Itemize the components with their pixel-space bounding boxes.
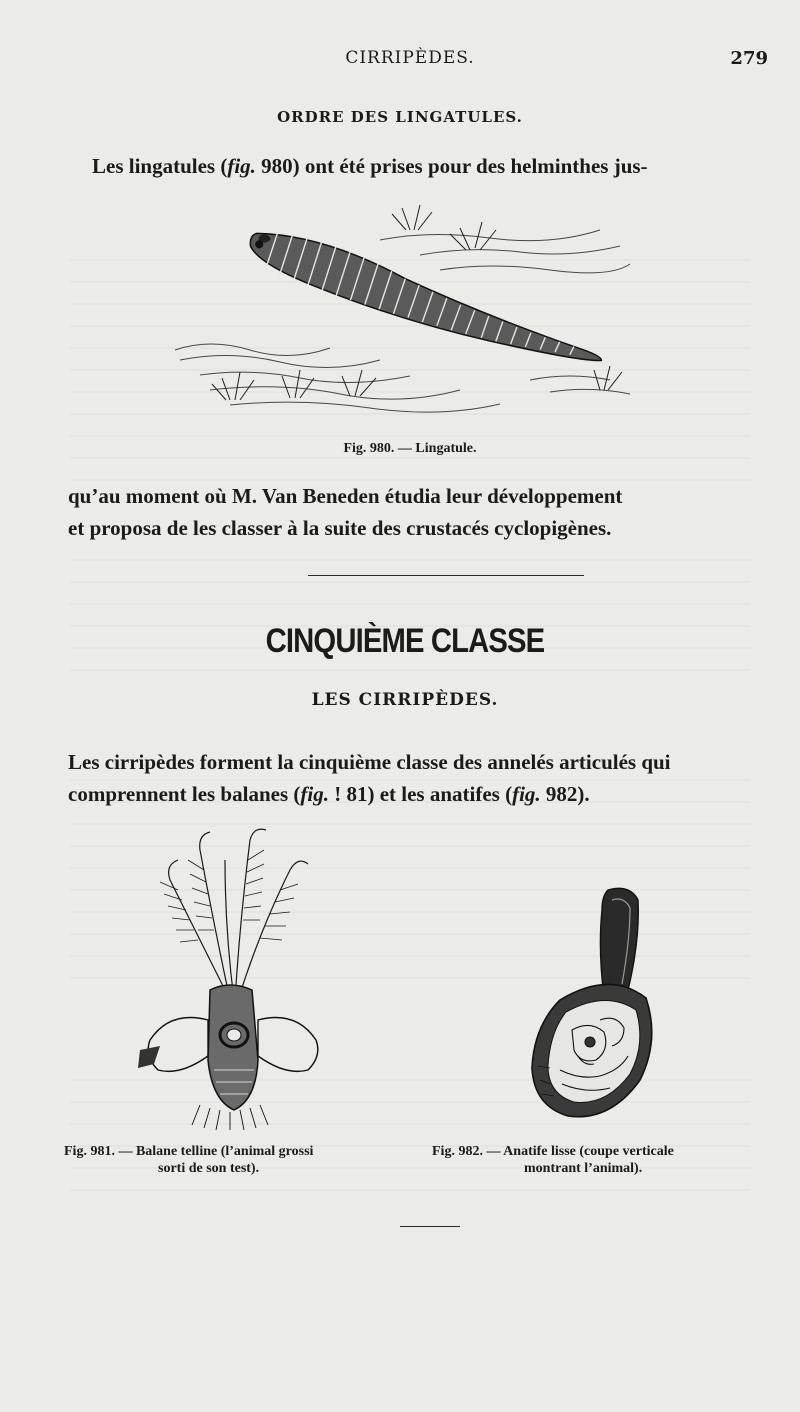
order-heading: ORDRE DES LINGATULES.	[277, 108, 523, 126]
paragraph-lingatules-continued	[68, 480, 748, 544]
paragraph-cirripedes-intro	[68, 746, 748, 810]
figure-980-lingatule-illustration	[170, 200, 640, 425]
class-heading: CINQUIÈME CLASSE	[265, 622, 545, 660]
caption-line: Fig. 982. — Anatife lisse (coupe verticale	[432, 1144, 674, 1159]
end-rule	[400, 1226, 460, 1227]
section-divider-rule	[308, 575, 584, 576]
paragraph-lingatules-intro: Les lingatules (fig. 980) ont été prises pour des helminthes jus-	[92, 154, 648, 178]
figure-982-anatife-illustration	[520, 880, 670, 1135]
paragraph-line: et proposa de les classer à la suite des crustacés cyclopigènes.	[68, 516, 612, 540]
running-header: CIRRIPÈDES.	[345, 48, 475, 68]
figure-981-caption	[64, 1143, 394, 1177]
class-subheading: LES CIRRIPÈDES.	[311, 690, 499, 710]
caption-line: Fig. 981. — Balane telline (l’animal grossi	[64, 1144, 314, 1159]
caption-line: sorti de son test).	[158, 1161, 260, 1176]
paragraph-line: Les cirripèdes forment la cinquième classe des annelés articulés qui	[68, 750, 671, 774]
paragraph-line: comprennent les balanes (fig. ! 81) et les anatifes (fig. 982).	[68, 782, 590, 806]
caption-line: montrant l’animal).	[524, 1161, 643, 1176]
figure-980-caption: Fig. 980. — Lingatule.	[343, 441, 477, 456]
figure-981-balane-illustration	[130, 820, 330, 1130]
paragraph-line: qu’au moment où M. Van Beneden étudia leur développement	[68, 484, 623, 508]
figure-982-caption	[432, 1143, 762, 1177]
page-number: 279	[730, 48, 768, 69]
